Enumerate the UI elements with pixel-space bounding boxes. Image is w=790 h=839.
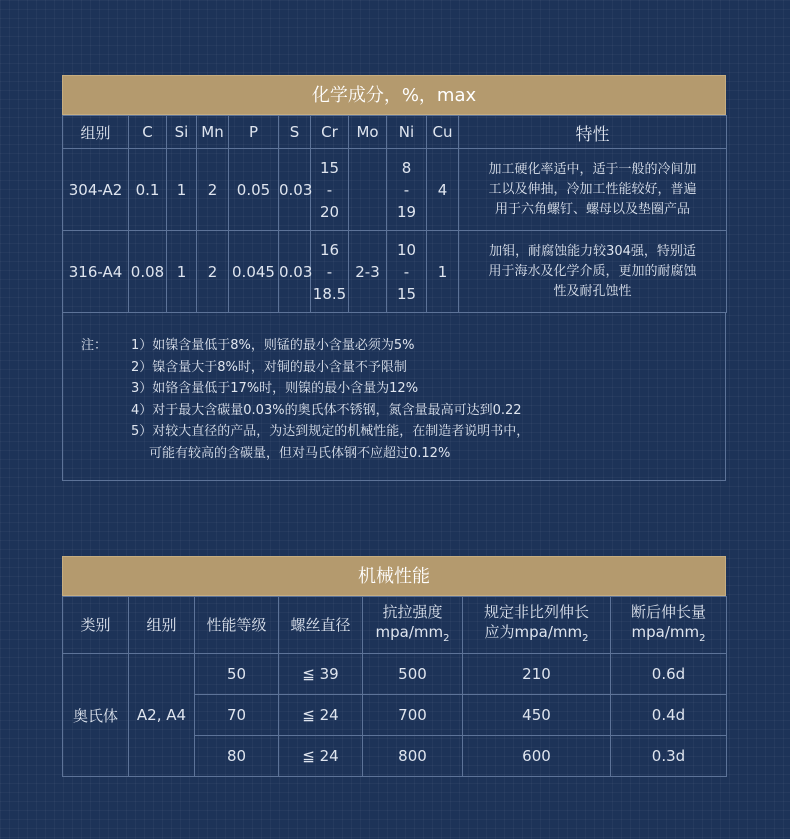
tensile-unit: mpa/$mm_2$ bbox=[375, 622, 450, 644]
cell-diameter: ≦ 24 bbox=[279, 695, 363, 736]
note-text: 1）如镍含量低于8%，则锰的最小含量必须为5% bbox=[131, 338, 415, 353]
cell-grade: 80 bbox=[195, 736, 279, 777]
ni-dash: - bbox=[403, 262, 410, 281]
cell-mn: 2 bbox=[197, 231, 229, 313]
cell-grade: 70 bbox=[195, 695, 279, 736]
cell-diameter: ≦ 24 bbox=[279, 736, 363, 777]
table-row bbox=[63, 231, 727, 313]
feature-line: 工以及伸抽，冷加工性能较好，普遍 bbox=[488, 181, 697, 197]
cell-mn: 2 bbox=[197, 149, 229, 231]
cell-ni bbox=[387, 149, 427, 231]
note-item bbox=[81, 400, 725, 422]
mechanical-title: 机械性能 bbox=[62, 556, 726, 596]
note-item bbox=[81, 421, 725, 443]
header-elong bbox=[611, 597, 727, 654]
cell-mo: 2-3 bbox=[349, 231, 387, 313]
header-category: 类别 bbox=[63, 597, 129, 654]
feature-line: 用于海水及化学介质，更加的耐腐蚀 bbox=[488, 263, 697, 279]
header-tensile bbox=[363, 597, 463, 654]
yield-label: 规定非比列伸长 bbox=[483, 602, 589, 621]
yield-unit: 应为mpa/$mm_2$ bbox=[484, 622, 589, 644]
feature-line: 加钼，耐腐蚀能力较304强，特别适 bbox=[489, 243, 696, 259]
cell-tensile: 500 bbox=[363, 654, 463, 695]
feature-line: 性及耐孔蚀性 bbox=[553, 283, 632, 299]
header-yield bbox=[463, 597, 611, 654]
cell-cu: 1 bbox=[427, 231, 459, 313]
cell-mo bbox=[349, 149, 387, 231]
header-grade: 性能等级 bbox=[195, 597, 279, 654]
cell-group: 316-A4 bbox=[63, 231, 129, 313]
chemical-title: 化学成分，%，max bbox=[62, 75, 726, 115]
tensile-label: 抗拉强度 bbox=[382, 602, 443, 621]
cell-tensile: 800 bbox=[363, 736, 463, 777]
notes-prefix: 注： bbox=[81, 338, 108, 353]
cr-min: 15 bbox=[319, 158, 340, 177]
ni-dash: - bbox=[403, 180, 410, 199]
header-cr: Cr bbox=[311, 116, 349, 149]
note-item bbox=[81, 335, 725, 357]
cr-max: 20 bbox=[319, 202, 340, 221]
header-diameter: 螺丝直径 bbox=[279, 597, 363, 654]
cell-p: 0.05 bbox=[229, 149, 279, 231]
mechanical-header-row bbox=[63, 597, 727, 654]
elong-label: 断后伸长量 bbox=[630, 602, 706, 621]
notes-box bbox=[62, 313, 726, 481]
table-row bbox=[63, 654, 727, 695]
cell-s: 0.03 bbox=[279, 149, 311, 231]
feature-line: 加工硬化率适中，适于一般的冷间加 bbox=[488, 161, 697, 177]
cell-ni bbox=[387, 231, 427, 313]
cr-min: 16 bbox=[319, 240, 340, 259]
mechanical-properties-panel bbox=[62, 556, 726, 777]
header-group: 组别 bbox=[63, 116, 129, 149]
cell-diameter: ≦ 39 bbox=[279, 654, 363, 695]
note-text: 2）镍含量大于8%时，对铜的最小含量不予限制 bbox=[131, 359, 407, 375]
chemical-composition-panel bbox=[62, 75, 726, 481]
note-text: 5）对较大直径的产品，为达到规定的机械性能，在制造者说明书中， bbox=[131, 424, 530, 439]
table-row bbox=[63, 149, 727, 231]
chemical-table bbox=[62, 115, 727, 313]
feature-line: 用于六角螺钉、螺母以及垫圈产品 bbox=[494, 201, 690, 217]
cell-p: 0.045 bbox=[229, 231, 279, 313]
header-p: P bbox=[229, 116, 279, 149]
ni-max: 19 bbox=[396, 202, 417, 221]
ni-max: 15 bbox=[396, 284, 417, 303]
cell-cr bbox=[311, 231, 349, 313]
cell-cr bbox=[311, 149, 349, 231]
cell-feature bbox=[459, 231, 727, 313]
header-si: Si bbox=[167, 116, 197, 149]
cell-c: 0.08 bbox=[129, 231, 167, 313]
mechanical-table bbox=[62, 596, 727, 777]
note-text: 4）对于最大含碳量0.03%的奥氏体不锈钢，氮含量最高可达到0.22 bbox=[131, 402, 522, 418]
note-text: 3）如铬含量低于17%时，则镍的最小含量为12% bbox=[131, 381, 419, 396]
cell-group: A2, A4 bbox=[129, 654, 195, 777]
cell-elong: 0.6d bbox=[611, 654, 727, 695]
note-item bbox=[81, 378, 725, 400]
header-mn: Mn bbox=[197, 116, 229, 149]
header-mo: Mo bbox=[349, 116, 387, 149]
cell-elong: 0.4d bbox=[611, 695, 727, 736]
cell-feature bbox=[459, 149, 727, 231]
header-s: S bbox=[279, 116, 311, 149]
ni-min: 8 bbox=[401, 158, 412, 177]
elong-unit: mpa/$mm_2$ bbox=[631, 622, 706, 644]
note-item bbox=[81, 357, 725, 379]
header-c: C bbox=[129, 116, 167, 149]
note-text: 可能有较高的含碳量，但对马氏体钢不应超过0.12% bbox=[149, 445, 451, 461]
cell-yield: 450 bbox=[463, 695, 611, 736]
ni-min: 10 bbox=[396, 240, 417, 259]
header-cu: Cu bbox=[427, 116, 459, 149]
cell-grade: 50 bbox=[195, 654, 279, 695]
header-feature: 特性 bbox=[459, 116, 727, 149]
cell-yield: 600 bbox=[463, 736, 611, 777]
cell-group: 304-A2 bbox=[63, 149, 129, 231]
cell-tensile: 700 bbox=[363, 695, 463, 736]
cr-dash: - bbox=[326, 262, 333, 281]
cell-yield: 210 bbox=[463, 654, 611, 695]
cell-si: 1 bbox=[167, 149, 197, 231]
cr-max: 18.5 bbox=[312, 284, 347, 303]
note-item bbox=[81, 443, 725, 465]
cell-si: 1 bbox=[167, 231, 197, 313]
cr-dash: - bbox=[326, 180, 333, 199]
cell-elong: 0.3d bbox=[611, 736, 727, 777]
chemical-header-row bbox=[63, 116, 727, 149]
cell-category: 奥氏体 bbox=[63, 654, 129, 777]
cell-s: 0.03 bbox=[279, 231, 311, 313]
cell-c: 0.1 bbox=[129, 149, 167, 231]
cell-cu: 4 bbox=[427, 149, 459, 231]
header-ni: Ni bbox=[387, 116, 427, 149]
header-group: 组别 bbox=[129, 597, 195, 654]
